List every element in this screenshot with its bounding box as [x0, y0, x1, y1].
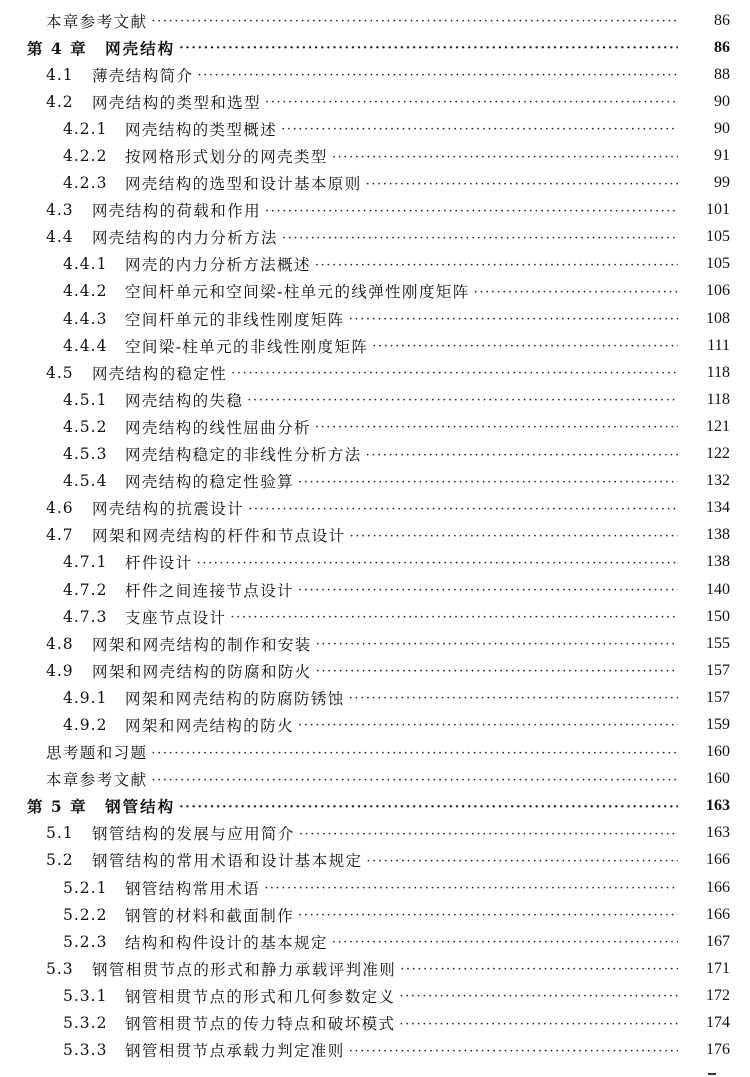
- toc-row[interactable]: [0, 928, 750, 955]
- toc-entry-title: 空间梁-柱单元的非线性刚度矩阵: [125, 337, 369, 356]
- toc-row[interactable]: [0, 224, 750, 251]
- toc-row[interactable]: [0, 549, 750, 576]
- toc-row[interactable]: [0, 739, 750, 766]
- dot-leader: [349, 691, 678, 706]
- toc-entry-title: 钢管结构常用术语: [125, 879, 261, 898]
- toc-entry-number: 4.5.1: [63, 390, 108, 409]
- toc-entry-title: 薄壳结构简介: [92, 66, 194, 85]
- dot-leader: [372, 339, 678, 354]
- toc-page-number: 166: [706, 878, 730, 896]
- dot-leader: [316, 637, 678, 652]
- toc-entry-number: 4.7.2: [63, 580, 108, 599]
- toc-entry-number: 5.2.1: [63, 878, 108, 897]
- dot-leader: [349, 312, 678, 327]
- toc-entry-title: 网架和网壳结构的防腐和防火: [92, 662, 312, 681]
- dot-leader: [197, 68, 678, 83]
- toc-entry-number: 4.4: [46, 228, 74, 247]
- toc-entry-title: 网架和网壳结构的防火: [125, 716, 295, 735]
- toc-page-number: 86: [714, 38, 730, 56]
- toc-row[interactable]: [0, 630, 750, 657]
- toc-row[interactable]: [0, 413, 750, 440]
- toc-page-number: 91: [714, 147, 730, 165]
- toc-entry-title: 网壳结构的线性屈曲分析: [125, 418, 311, 437]
- dot-leader: [231, 366, 678, 381]
- toc-page-number: 105: [706, 228, 730, 246]
- toc-page-number: 118: [706, 390, 730, 408]
- toc-entry-number: 4.9: [46, 661, 74, 680]
- toc-entry-number: 4.2: [46, 92, 74, 111]
- toc-entry-number: 5.3.3: [63, 1041, 108, 1060]
- toc-entry-title: 网壳结构的抗震设计: [92, 500, 245, 519]
- dot-leader: [151, 773, 678, 788]
- toc-page-number: 172: [706, 986, 730, 1004]
- dot-leader: [349, 1044, 678, 1059]
- toc-chapter-row[interactable]: [0, 34, 750, 61]
- toc-page-number: 90: [714, 92, 730, 110]
- toc-entry-title: 网壳结构的失稳: [125, 391, 244, 410]
- toc-entry-title: 网壳结构的荷载和作用: [92, 202, 262, 221]
- toc-row[interactable]: [0, 522, 750, 549]
- toc-page-number: 121: [706, 417, 730, 435]
- toc-page-number: 106: [706, 282, 730, 300]
- toc-entry-number: 5.2.3: [63, 932, 108, 951]
- toc-page-number: 86: [714, 11, 730, 29]
- toc-page-number: 99: [714, 174, 730, 192]
- dot-leader: [282, 231, 678, 246]
- toc-entry-number: 4.4.1: [63, 255, 108, 274]
- dot-leader: [332, 150, 678, 165]
- toc-entry-title: 网壳结构的稳定性验算: [125, 473, 295, 492]
- toc-entry-number: 4.5: [46, 363, 74, 382]
- dot-leader: [298, 718, 678, 733]
- toc-row[interactable]: [0, 441, 750, 468]
- toc-page-number: 166: [706, 905, 730, 923]
- toc-row[interactable]: [0, 874, 750, 901]
- toc-page-number: 163: [706, 824, 730, 842]
- toc-entry-title: 网架和网壳结构的防腐防锈蚀: [125, 689, 345, 708]
- toc-entry-title: 钢管结构的发展与应用简介: [92, 825, 295, 844]
- toc-entry-number: 4.2.1: [63, 119, 108, 138]
- toc-page-number: 134: [706, 499, 730, 517]
- toc-entry-title: 杆件之间连接节点设计: [125, 581, 295, 600]
- dot-leader: [316, 664, 678, 679]
- toc-entry-number: 4.2.3: [63, 174, 108, 193]
- dot-leader: [247, 393, 678, 408]
- toc-row[interactable]: [0, 495, 750, 522]
- toc-entry-number: 4.9.2: [63, 715, 108, 734]
- toc-page-number: 105: [706, 255, 730, 273]
- toc-entry-number: 5.1: [46, 824, 74, 843]
- toc-page-number: 176: [706, 1041, 730, 1059]
- toc-page-number: 166: [706, 851, 730, 869]
- toc-entry-title: 按网格形式划分的网壳类型: [125, 148, 328, 167]
- toc-page-number: 174: [706, 1014, 730, 1032]
- toc-row[interactable]: [0, 1037, 750, 1064]
- toc-page-number: 108: [706, 309, 730, 327]
- toc-row[interactable]: [0, 982, 750, 1009]
- toc-entry-title: 网壳结构的内力分析方法: [92, 229, 278, 248]
- toc-entry-number: 4.7.1: [63, 553, 108, 572]
- toc-row[interactable]: [0, 657, 750, 684]
- dot-leader: [299, 827, 678, 842]
- toc-page-number: 138: [706, 553, 730, 571]
- toc-row[interactable]: [0, 711, 750, 738]
- toc-entry-number: 4.7.3: [63, 607, 108, 626]
- toc-row[interactable]: [0, 305, 750, 332]
- dot-leader: [298, 583, 678, 598]
- toc-entry-number: 4.3: [46, 201, 74, 220]
- toc-entry-title: 结构和构件设计的基本规定: [125, 933, 328, 952]
- toc-entry-number: 5.3: [46, 959, 74, 978]
- toc-row[interactable]: [0, 820, 750, 847]
- toc-entry-number: 4.4.4: [63, 336, 108, 355]
- toc-row[interactable]: [0, 603, 750, 630]
- toc-page-number: 157: [706, 661, 730, 679]
- dot-leader: [230, 610, 678, 625]
- dot-leader: [399, 1017, 678, 1032]
- toc-page-number: 132: [706, 472, 730, 490]
- toc-page-number: 88: [714, 65, 730, 83]
- toc-entry-number: 4.6: [46, 499, 74, 518]
- toc-row[interactable]: [0, 684, 750, 711]
- dot-leader: [366, 177, 678, 192]
- toc-entry-title: 钢管的材料和截面制作: [125, 906, 295, 925]
- toc-entry-title: 网架和网壳结构的杆件和节点设计: [92, 527, 346, 546]
- toc-entry-title: 钢管结构: [105, 797, 176, 817]
- toc-row[interactable]: [0, 61, 750, 88]
- toc-row[interactable]: [0, 955, 750, 982]
- dot-leader: [179, 800, 678, 815]
- toc-entry-title: 杆件设计: [125, 554, 193, 573]
- toc-entry-title: 网壳结构: [105, 38, 176, 58]
- toc-page-number: 163: [706, 797, 730, 815]
- toc-entry-title: 钢管相贯节点承载力判定准则: [125, 1042, 345, 1061]
- toc-entry-number: 4.7: [46, 526, 74, 545]
- toc-entry-number: 4.9.1: [63, 688, 108, 707]
- dot-leader: [265, 204, 678, 219]
- toc-row[interactable]: [0, 115, 750, 142]
- toc-entry-title: 钢管相贯节点的形式和几何参数定义: [125, 987, 396, 1006]
- toc-page-number: 118: [706, 363, 730, 381]
- toc-row[interactable]: [0, 197, 750, 224]
- dot-leader: [298, 475, 678, 490]
- dot-leader: [315, 420, 678, 435]
- toc-chapter-row[interactable]: [0, 793, 750, 820]
- toc-entry-number: 4.8: [46, 634, 74, 653]
- dot-leader: [366, 448, 678, 463]
- toc-entry-number: 4.5.2: [63, 417, 108, 436]
- toc-page-number: 122: [706, 445, 730, 463]
- dot-leader: [332, 935, 678, 950]
- toc-page-number: 101: [706, 201, 730, 219]
- dot-leader: [248, 502, 678, 517]
- toc-entry-title: 网壳结构的类型概述: [125, 120, 278, 139]
- toc-page-number: 140: [706, 580, 730, 598]
- toc-row[interactable]: [0, 88, 750, 115]
- dot-leader: [264, 881, 678, 896]
- toc-page-number: 138: [706, 526, 730, 544]
- toc-entry-title: 网壳结构的稳定性: [92, 364, 228, 383]
- dot-leader: [399, 989, 678, 1004]
- toc-page-number: 159: [706, 715, 730, 733]
- toc-entry-title: 网架和网壳结构的制作和安装: [92, 635, 312, 654]
- toc-entry-title: 空间杆单元的非线性刚度矩阵: [125, 310, 345, 329]
- dot-leader: [366, 854, 678, 869]
- toc-row[interactable]: [0, 278, 750, 305]
- toc-row[interactable]: [0, 142, 750, 169]
- toc-entry-title: 网壳的内力分析方法概述: [125, 256, 311, 275]
- toc-row[interactable]: [0, 576, 750, 603]
- toc-entry-title: 网壳结构的类型和选型: [92, 93, 262, 112]
- toc-row[interactable]: [0, 359, 750, 386]
- toc-row[interactable]: [0, 468, 750, 495]
- toc-page-number: 150: [706, 607, 730, 625]
- toc-entry-title: 网壳结构稳定的非线性分析方法: [125, 446, 362, 465]
- toc-page-number: 157: [706, 688, 730, 706]
- toc-entry-number: 5.3.2: [63, 1014, 108, 1033]
- toc-page-number: 90: [714, 119, 730, 137]
- toc-page-number: 155: [706, 634, 730, 652]
- toc-entry-title: 钢管结构的常用术语和设计基本规定: [92, 852, 363, 871]
- dot-leader: [197, 556, 678, 571]
- dot-leader: [179, 41, 678, 56]
- dot-leader: [151, 14, 678, 29]
- table-of-contents: [0, 7, 750, 1064]
- toc-entry-number: 5.2: [46, 851, 74, 870]
- toc-entry-title: 本章参考文献: [46, 12, 148, 31]
- dot-leader: [315, 258, 678, 273]
- toc-entry-number: 4.5.4: [63, 472, 108, 491]
- toc-entry-number: 第 4 章: [27, 38, 88, 58]
- toc-entry-number: 4.5.3: [63, 445, 108, 464]
- toc-row[interactable]: [0, 7, 750, 34]
- toc-page-number: 160: [706, 743, 730, 761]
- toc-entry-number: 5.2.2: [63, 905, 108, 924]
- toc-entry-number: 5.3.1: [63, 986, 108, 1005]
- toc-page-number: 171: [706, 959, 730, 977]
- dot-leader: [151, 746, 678, 761]
- dot-leader: [281, 122, 678, 137]
- toc-row[interactable]: [0, 251, 750, 278]
- dot-leader: [350, 529, 678, 544]
- toc-entry-number: 4.1: [46, 65, 74, 84]
- toc-entry-number: 第 5 章: [27, 797, 88, 817]
- toc-entry-title: 钢管相贯节点的形式和静力承载评判准则: [92, 960, 397, 979]
- toc-entry-title: 思考题和习题: [46, 744, 148, 763]
- dot-leader: [474, 285, 678, 300]
- toc-entry-title: 空间杆单元和空间梁-柱单元的线弹性刚度矩阵: [125, 283, 470, 302]
- toc-row[interactable]: [0, 170, 750, 197]
- toc-entry-title: 钢管相贯节点的传力特点和破坏模式: [125, 1015, 396, 1034]
- toc-row[interactable]: [0, 901, 750, 928]
- toc-entry-title: 本章参考文献: [46, 771, 148, 790]
- toc-entry-title: 支座节点设计: [125, 608, 227, 627]
- toc-row[interactable]: [0, 386, 750, 413]
- toc-row[interactable]: [0, 332, 750, 359]
- page-edge-mark: [708, 1073, 716, 1075]
- toc-entry-number: 4.2.2: [63, 147, 108, 166]
- toc-page-number: 167: [706, 932, 730, 950]
- dot-leader: [400, 962, 678, 977]
- toc-entry-number: 4.4.2: [63, 282, 108, 301]
- toc-row[interactable]: [0, 766, 750, 793]
- toc-entry-number: 4.4.3: [63, 309, 108, 328]
- toc-row[interactable]: [0, 1009, 750, 1036]
- toc-page-number: 160: [706, 770, 730, 788]
- dot-leader: [298, 908, 678, 923]
- toc-row[interactable]: [0, 847, 750, 874]
- toc-entry-title: 网壳结构的选型和设计基本原则: [125, 175, 362, 194]
- toc-page-number: 111: [707, 336, 730, 354]
- dot-leader: [265, 95, 678, 110]
